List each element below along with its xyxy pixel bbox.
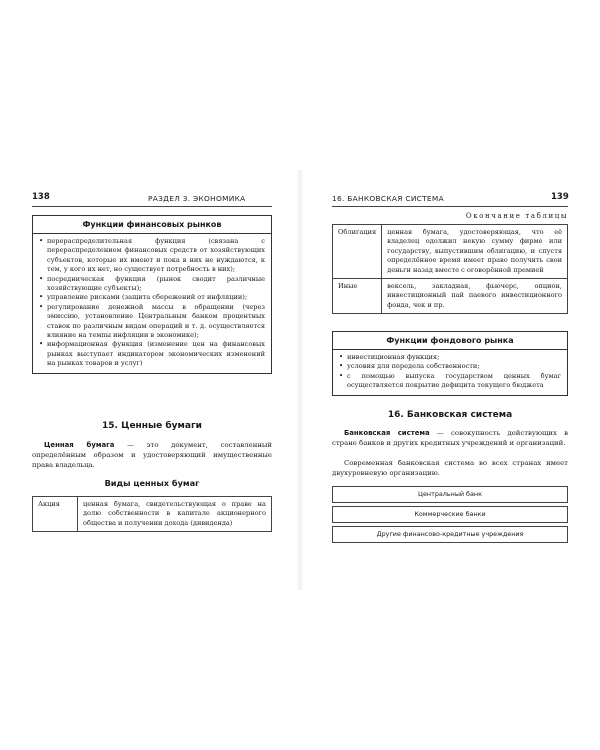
- table-row: [33, 497, 272, 532]
- definition-paragraph: [332, 428, 568, 448]
- table-continuation-note: Окончание таблицы: [465, 212, 568, 220]
- table-cell-name: Иные: [333, 279, 382, 314]
- box-title: Функции финансовых рынков: [33, 216, 271, 234]
- list-item: • с помощью выпуска государством ценных бумаг осуществляется покрытие дефицита текущего бюджета: [339, 372, 561, 391]
- section-heading: 16. Банковская система: [387, 410, 513, 420]
- table-cell-description: ценная бумага, свидетельствующая о праве на долю собственности в капитале акционерного общества и получении дохода (дивиденда): [78, 497, 272, 532]
- paragraph: Современная банковская система во всех странах имеет двухуровневую организацию.: [332, 459, 568, 477]
- banking-level-box: Другие финансово-кредитные учреждения: [332, 526, 568, 543]
- running-head-left: РАЗДЕЛ 3. ЭКОНОМИКА: [148, 194, 246, 203]
- banking-level-box: Коммерческие банки: [332, 506, 568, 523]
- term: Банковская система: [344, 429, 430, 437]
- definition-text: — совокупность действующих в стране банков и других кредитных учреждений и организаций.: [332, 429, 568, 447]
- right-page: [300, 0, 600, 750]
- functions-list: [333, 350, 567, 395]
- securities-types-table-continued: [332, 224, 568, 314]
- table-cell-name: Облигация: [333, 225, 382, 279]
- table-cell-name: Акция: [33, 497, 78, 532]
- definition-text: — это документ, составленный определённым образом и удостоверяющий имущественные права владельца.: [32, 441, 272, 469]
- table-cell-description: ценная бумага, удостоверяющая, что её владелец одолжил некую сумму фирме или государству, выпустившим облигацию, и спустя определённое время имеет право получить свои деньги назад вместе с оговорённой премией: [382, 225, 568, 279]
- section-heading: 15. Ценные бумаги: [102, 421, 202, 431]
- table-row: [333, 279, 568, 314]
- stock-market-functions-box: [332, 331, 568, 396]
- securities-types-table: [32, 496, 272, 532]
- box-title: Функции фондового рынка: [333, 332, 567, 350]
- list-item: • перераспределительная функция (связана с перераспределением финансовых средств от хозяйствующих субъектов, которые их имеют и пока в них не нуждаются, к тем, у кого их нет, но существует потребность в них);: [39, 237, 265, 275]
- page-number-right: 139: [551, 192, 569, 202]
- list-item: • управление рисками (защита сбережений от инфляции);: [39, 293, 265, 302]
- banking-levels-diagram: [332, 486, 568, 546]
- header-rule-right: [332, 206, 568, 207]
- list-item: • условия для передела собственности;: [339, 362, 561, 371]
- types-heading: Виды ценных бумаг: [104, 478, 200, 488]
- definition-paragraph: [32, 440, 272, 470]
- banking-level-box: Центральный банк: [332, 486, 568, 503]
- term: Ценная бумага: [44, 441, 115, 449]
- list-item: • посредническая функция (рынок сводит различные хозяйствующие субъекты);: [39, 275, 265, 294]
- table-cell-description: вексель, закладная, фьючерс, опцион, инвестиционный пай паевого инвестиционного фонда, чек и пр.: [382, 279, 568, 314]
- list-item: • инвестиционная функция;: [339, 353, 561, 362]
- list-item: • информационная функция (изменение цен на финансовых рынках выступает индикатором экономических изменений на рынках товаров и услуг): [39, 340, 265, 368]
- header-rule-left: [32, 206, 272, 207]
- running-head-right: 16. БАНКОВСКАЯ СИСТЕМА: [332, 194, 444, 203]
- list-item: • регулирование денежной массы в обращении (через эмиссию, установление Центральным банком процентных ставок по различным видам операций и т. д. осуществляется влияние на темпы инфляции в экономике);: [39, 303, 265, 341]
- table-row: [333, 225, 568, 279]
- functions-list: [33, 234, 271, 373]
- financial-markets-functions-box: [32, 215, 272, 374]
- page-number-left: 138: [32, 192, 50, 202]
